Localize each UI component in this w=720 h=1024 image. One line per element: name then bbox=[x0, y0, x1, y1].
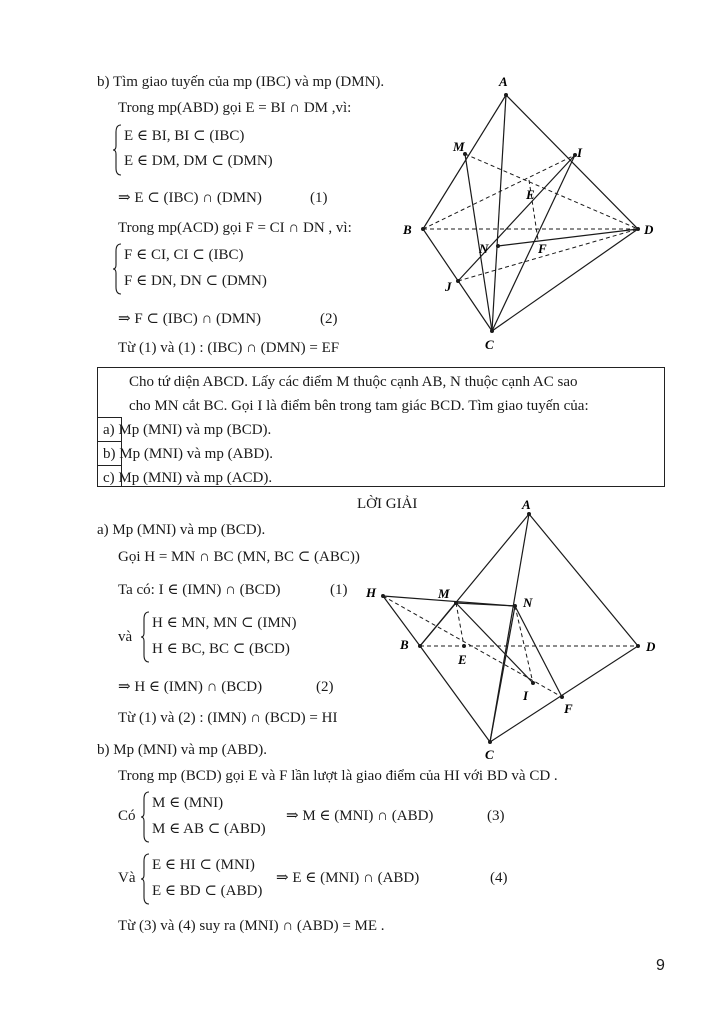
text-line: Trong mp(ABD) gọi E = BI ∩ DM ,vì: bbox=[118, 100, 352, 116]
equation-row: M ∈ (MNI) bbox=[152, 795, 224, 811]
point-label-i: I bbox=[523, 688, 529, 703]
text-line: Từ (1) và (2) : (IMN) ∩ (BCD) = HI bbox=[118, 710, 338, 726]
text-line: Ta có: I ∈ (IMN) ∩ (BCD) bbox=[118, 582, 281, 598]
text-line: Gọi H = MN ∩ BC (MN, BC ⊂ (ABC)) bbox=[118, 549, 360, 565]
point-label-c: C bbox=[485, 337, 494, 352]
text-line: Có bbox=[118, 808, 136, 824]
text-line: Từ (3) và (4) suy ra (MNI) ∩ (ABD) = ME . bbox=[118, 918, 385, 934]
divider bbox=[97, 417, 121, 418]
equation-number: (1) bbox=[330, 582, 348, 598]
solution-title: LỜI GIẢI bbox=[357, 496, 418, 512]
text-line: và bbox=[118, 629, 133, 645]
text-line: Trong mp (BCD) gọi E và F lần lượt là giao điểm của HI với BD và CD . bbox=[118, 768, 558, 784]
solution-part-a-heading: a) Mp (MNI) và mp (BCD). bbox=[97, 522, 266, 538]
point-label-a: A bbox=[499, 74, 508, 89]
text-line: Từ (1) và (1) : (IBC) ∩ (DMN) = EF bbox=[118, 340, 340, 356]
equation-row: F ∈ CI, CI ⊂ (IBC) bbox=[124, 247, 244, 263]
problem-question-b: b) Mp (MNI) và mp (ABD). bbox=[103, 446, 273, 462]
point-label-d: D bbox=[644, 222, 654, 237]
tetrahedron-figure-2 bbox=[360, 497, 665, 762]
brace-icon bbox=[112, 124, 122, 176]
point-label-n: N bbox=[479, 241, 489, 256]
text-line: ⇒ F ⊂ (IBC) ∩ (DMN) bbox=[118, 311, 262, 327]
point-label-e: E bbox=[526, 187, 535, 202]
equation-number: (2) bbox=[316, 679, 334, 695]
point-label-b: B bbox=[400, 637, 409, 652]
equation-row: H ∈ MN, MN ⊂ (IMN) bbox=[152, 615, 297, 631]
point-label-b: B bbox=[403, 222, 412, 237]
equation-number: (2) bbox=[320, 311, 338, 327]
point-label-f: F bbox=[538, 241, 547, 256]
equation-row: M ∈ AB ⊂ (ABD) bbox=[152, 821, 266, 837]
point-label-h: H bbox=[366, 585, 377, 600]
equation-row: E ∈ DM, DM ⊂ (DMN) bbox=[124, 153, 273, 169]
point-label-j: J bbox=[445, 279, 452, 294]
solution-part-b-heading: b) Mp (MNI) và mp (ABD). bbox=[97, 742, 267, 758]
equation-row: E ∈ BI, BI ⊂ (IBC) bbox=[124, 128, 245, 144]
brace-icon bbox=[112, 243, 122, 295]
text-line: Và bbox=[118, 870, 136, 886]
part-b-heading: b) Tìm giao tuyến của mp (IBC) và mp (DMN). bbox=[97, 74, 385, 90]
text-line: ⇒ E ∈ (MNI) ∩ (ABD) bbox=[276, 870, 420, 886]
point-label-i: I bbox=[577, 145, 583, 160]
equation-number: (1) bbox=[310, 190, 328, 206]
equation-row: H ∈ BC, BC ⊂ (BCD) bbox=[152, 641, 290, 657]
page-number: 9 bbox=[656, 957, 665, 974]
point-label-a: A bbox=[522, 497, 531, 512]
equation-row: E ∈ HI ⊂ (MNI) bbox=[152, 857, 255, 873]
point-label-f: F bbox=[564, 701, 573, 716]
point-label-d: D bbox=[646, 639, 656, 654]
problem-question-a: a) Mp (MNI) và mp (BCD). bbox=[103, 422, 272, 438]
problem-question-c: c) Mp (MNI) và mp (ACD). bbox=[103, 470, 273, 486]
problem-line: cho MN cắt BC. Gọi I là điểm bên trong tam giác BCD. Tìm giao tuyến của: bbox=[129, 398, 589, 414]
point-label-n: N bbox=[523, 595, 533, 610]
text-line: ⇒ M ∈ (MNI) ∩ (ABD) bbox=[286, 808, 434, 824]
problem-line: Cho tứ diện ABCD. Lấy các điểm M thuộc cạnh AB, N thuộc cạnh AC sao bbox=[129, 374, 578, 390]
equation-number: (3) bbox=[487, 808, 505, 824]
divider bbox=[97, 465, 121, 466]
brace-icon bbox=[140, 611, 150, 663]
divider bbox=[97, 441, 121, 442]
text-line: ⇒ H ∈ (IMN) ∩ (BCD) bbox=[118, 679, 263, 695]
text-line: ⇒ E ⊂ (IBC) ∩ (DMN) bbox=[118, 190, 262, 206]
point-label-c: C bbox=[485, 747, 494, 762]
point-label-e: E bbox=[458, 652, 467, 667]
point-label-m: M bbox=[453, 139, 465, 154]
equation-row: E ∈ BD ⊂ (ABD) bbox=[152, 883, 263, 899]
tetrahedron-figure-1 bbox=[395, 68, 665, 358]
point-label-m: M bbox=[438, 586, 450, 601]
brace-icon bbox=[140, 853, 150, 905]
brace-icon bbox=[140, 791, 150, 843]
equation-number: (4) bbox=[490, 870, 508, 886]
equation-row: F ∈ DN, DN ⊂ (DMN) bbox=[124, 273, 267, 289]
text-line: Trong mp(ACD) gọi F = CI ∩ DN , vì: bbox=[118, 220, 352, 236]
